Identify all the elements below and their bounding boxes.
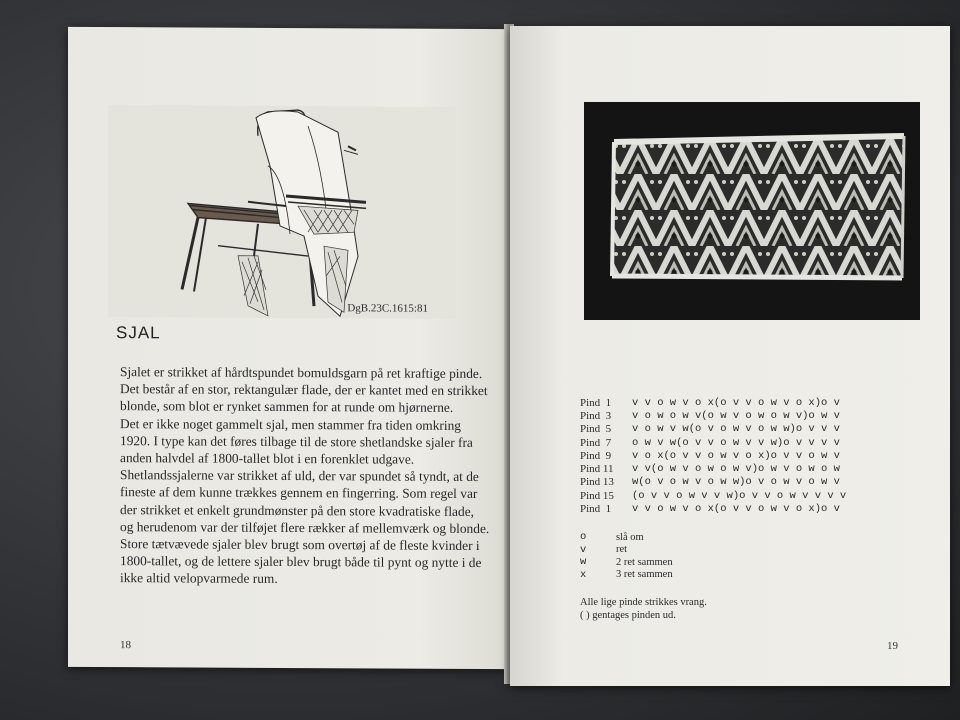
pattern-notes (580, 596, 707, 622)
row-stitches: v o w o w v(o w v o w o w v)o w v (632, 409, 840, 422)
legend-row (580, 531, 673, 544)
paragraph: Shetlandssjalerne var strikket af uld, der var spundet så tyndt, at de fineste af dem kunne trækkes gennem en fingerring. Som regel var der strikket et enkelt grundmønster på den store kvadratiske flade, og herudenom var der tilføjet flere rækker af mellemværk og blonde. Store tætvævede sjaler blev brugt som overtøj af de fleste kvinder i 1800-tallet, og de lettere sjaler blev brugt både til pynt og nytte i de ikke altid velopvarmede rum. (120, 467, 490, 587)
row-label: Pind 15 (580, 489, 614, 502)
row-label: Pind 1 (580, 503, 612, 516)
row-label: Pind 9 (580, 449, 612, 462)
page-number-left: 18 (120, 639, 131, 652)
pattern-row (580, 502, 846, 515)
legend-symbol: o (580, 531, 587, 544)
pattern-row (580, 409, 846, 422)
row-stitches: w(o v o w v o w w)o v o w v o w v (632, 476, 840, 489)
paragraph: Det er ikke noget gammelt sjal, men stammer fra tiden omkring 1920. I type kan det føres tilbage til de store shetlandske sjaler fra anden halvdel af 1800-tallet blot i en forenklet udgave. (120, 415, 473, 467)
legend-symbol: x (580, 568, 587, 581)
section-heading: SJAL (116, 323, 161, 343)
pattern-row (580, 489, 846, 502)
legend-meaning: ret (616, 544, 628, 556)
row-label: Pind 1 (580, 396, 612, 409)
row-label: Pind 7 (580, 436, 612, 449)
left-page (68, 27, 508, 669)
row-label: Pind 5 (580, 423, 612, 436)
row-label: Pind 3 (580, 409, 612, 422)
illustration-caption: DgB.23C.1615:81 (347, 302, 428, 315)
legend-row (580, 544, 673, 557)
legend-row (580, 569, 673, 582)
knitting-pattern-table (580, 396, 846, 516)
legend-meaning: 2 ret sammen (616, 556, 673, 568)
page-number-right: 19 (887, 640, 898, 652)
paragraph: Sjalet er strikket af hårdtspundet bomuldsgarn på ret kraftige pinde. Det består af en stor, rektangulær flade, der er kantet med en strikket blonde, som blot er rynket sammen for at runde om hjørnerne. (120, 364, 488, 416)
right-page (510, 26, 950, 686)
shawl-on-chair-illustration (108, 105, 456, 319)
row-stitches: v o x(o v v o w v o x)o v v o w v (632, 449, 840, 462)
row-stitches: v o w v w(o v o w v o w w)o v v v (632, 423, 840, 436)
knitted-lace-photo (584, 102, 920, 320)
row-label: Pind 11 (580, 463, 614, 476)
note-line: ( ) gentages pinden ud. (580, 610, 676, 621)
legend-meaning: slå om (616, 531, 644, 543)
row-stitches: (o v v o w v v w)o v v o w v v v v (632, 489, 847, 502)
symbol-legend (580, 531, 673, 581)
legend-meaning: 3 ret sammen (616, 569, 673, 581)
chair-drawing (108, 105, 456, 319)
body-text (120, 363, 490, 589)
row-stitches: o w v w(o v v o w v v w)o v v v v (632, 436, 840, 449)
lace-swatch-image (584, 102, 920, 320)
pattern-row (580, 436, 846, 449)
pattern-row (580, 396, 846, 409)
row-stitches: v v(o w v o w o w v)o w v o w o w (632, 463, 840, 476)
pattern-row (580, 476, 846, 489)
row-stitches: v v o w v o x(o v v o w v o x)o v (632, 396, 840, 409)
row-label: Pind 13 (580, 476, 614, 489)
pattern-row (580, 423, 846, 436)
row-stitches: v v o w v o x(o v v o w v o x)o v (632, 503, 840, 516)
legend-row (580, 556, 673, 569)
pattern-row (580, 462, 846, 475)
pattern-row (580, 449, 846, 462)
note-line: Alle lige pinde strikkes vrang. (580, 597, 707, 608)
legend-symbol: v (580, 543, 587, 556)
legend-symbol: w (580, 556, 587, 569)
